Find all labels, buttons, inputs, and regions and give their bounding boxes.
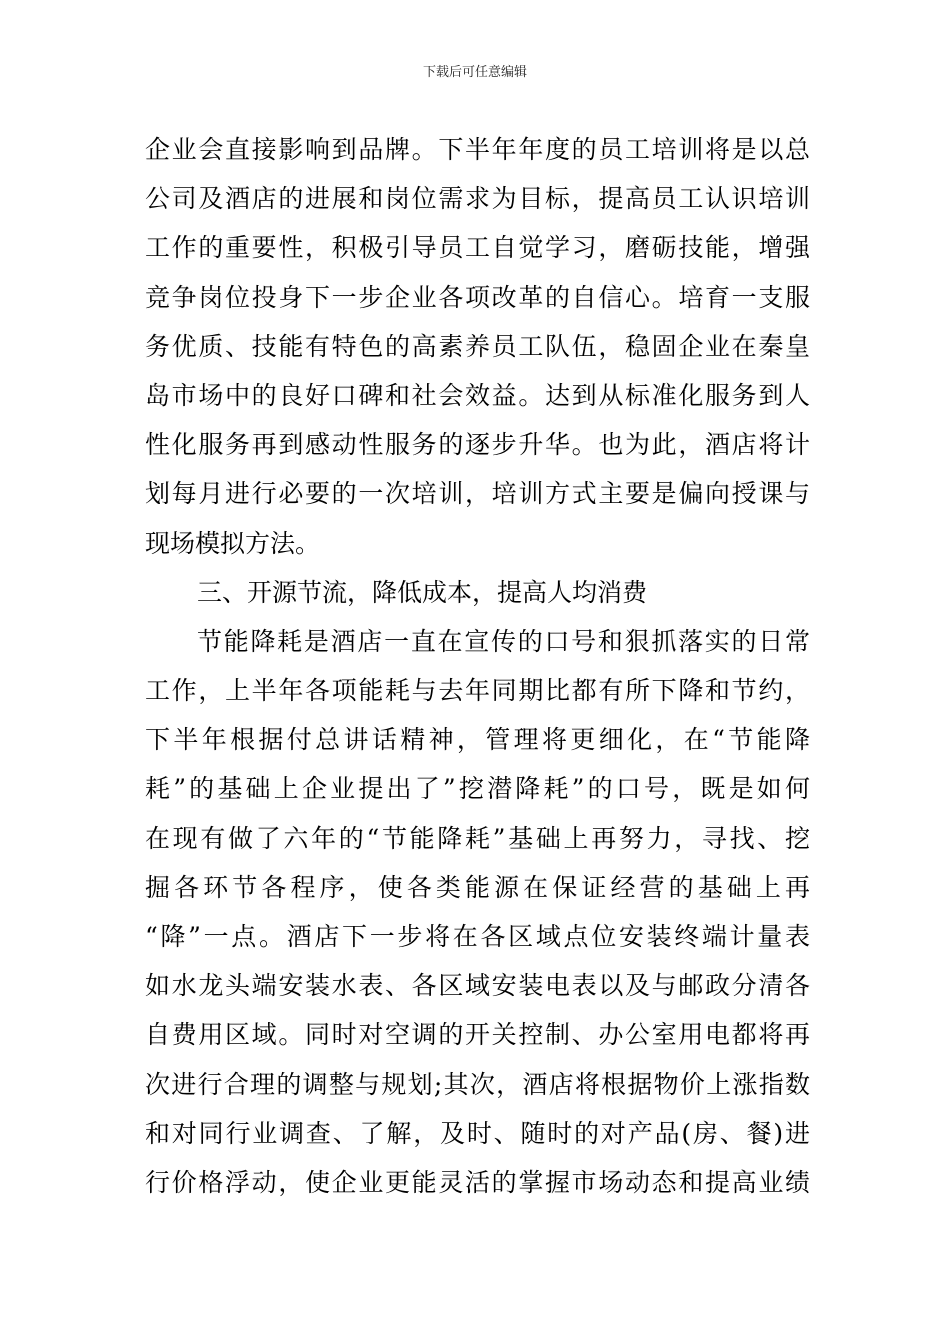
text-line: 如水龙头端安装水表、各区域安装电表以及与邮政分清各 <box>145 971 810 1001</box>
text-line: 工作的重要性，积极引导员工自觉学习，磨砺技能，增强 <box>145 233 810 263</box>
paragraph-training <box>145 125 810 568</box>
text-line: 划每月进行必要的一次培训，培训方式主要是偏向授课与 <box>145 479 810 509</box>
section-heading <box>145 568 810 617</box>
heading-line: 三、开源节流，降低成本，提高人均消费 <box>197 577 648 607</box>
text-line: 公司及酒店的进展和岗位需求为目标，提高员工认识培训 <box>145 184 810 214</box>
text-line: 工作，上半年各项能耗与去年同期比都有所下降和节约， <box>145 676 810 706</box>
text-line: 行价格浮动，使企业更能灵活的掌握市场动态和提高业绩 <box>145 1167 810 1197</box>
text-line: “降”一点。酒店下一步将在各区域点位安装终端计量表 <box>145 922 810 951</box>
text-line: 企业会直接影响到品牌。下半年年度的员工培训将是以总 <box>145 135 810 164</box>
text-line: 在现有做了六年的“节能降耗”基础上再努力，寻找、挖 <box>145 823 810 853</box>
text-line: 性化服务再到感动性服务的逐步升华。也为此，酒店将计 <box>145 430 810 460</box>
page-header: 下载后可任意编辑 <box>422 65 527 80</box>
text-line: 节能降耗是酒店一直在宣传的口号和狠抓落实的日常 <box>197 626 810 656</box>
document-body <box>145 125 810 1207</box>
text-line: 自费用区域。同时对空调的开关控制、办公室用电都将再 <box>145 1020 810 1050</box>
text-line: 务优质、技能有特色的高素养员工队伍，稳固企业在秦皇 <box>145 331 810 361</box>
text-line: 耗”的基础上企业提出了”挖潜降耗”的口号，既是如何 <box>145 774 810 804</box>
paragraph-energy-saving <box>145 617 810 1207</box>
text-line: 下半年根据付总讲话精神，管理将更细化，在“节能降 <box>145 725 810 755</box>
text-line: 和对同行业调查、了解，及时、随时的对产品(房、餐)进 <box>145 1118 810 1148</box>
text-line: 现场模拟方法。 <box>145 528 321 558</box>
text-line: 掘各环节各程序，使各类能源在保证经营的基础上再 <box>145 872 810 902</box>
text-line: 次进行合理的调整与规划;其次，酒店将根据物价上涨指数 <box>145 1069 810 1099</box>
text-line: 岛市场中的良好口碑和社会效益。达到从标准化服务到人 <box>145 380 810 410</box>
text-line: 竞争岗位投身下一步企业各项改革的自信心。培育一支服 <box>145 282 810 312</box>
